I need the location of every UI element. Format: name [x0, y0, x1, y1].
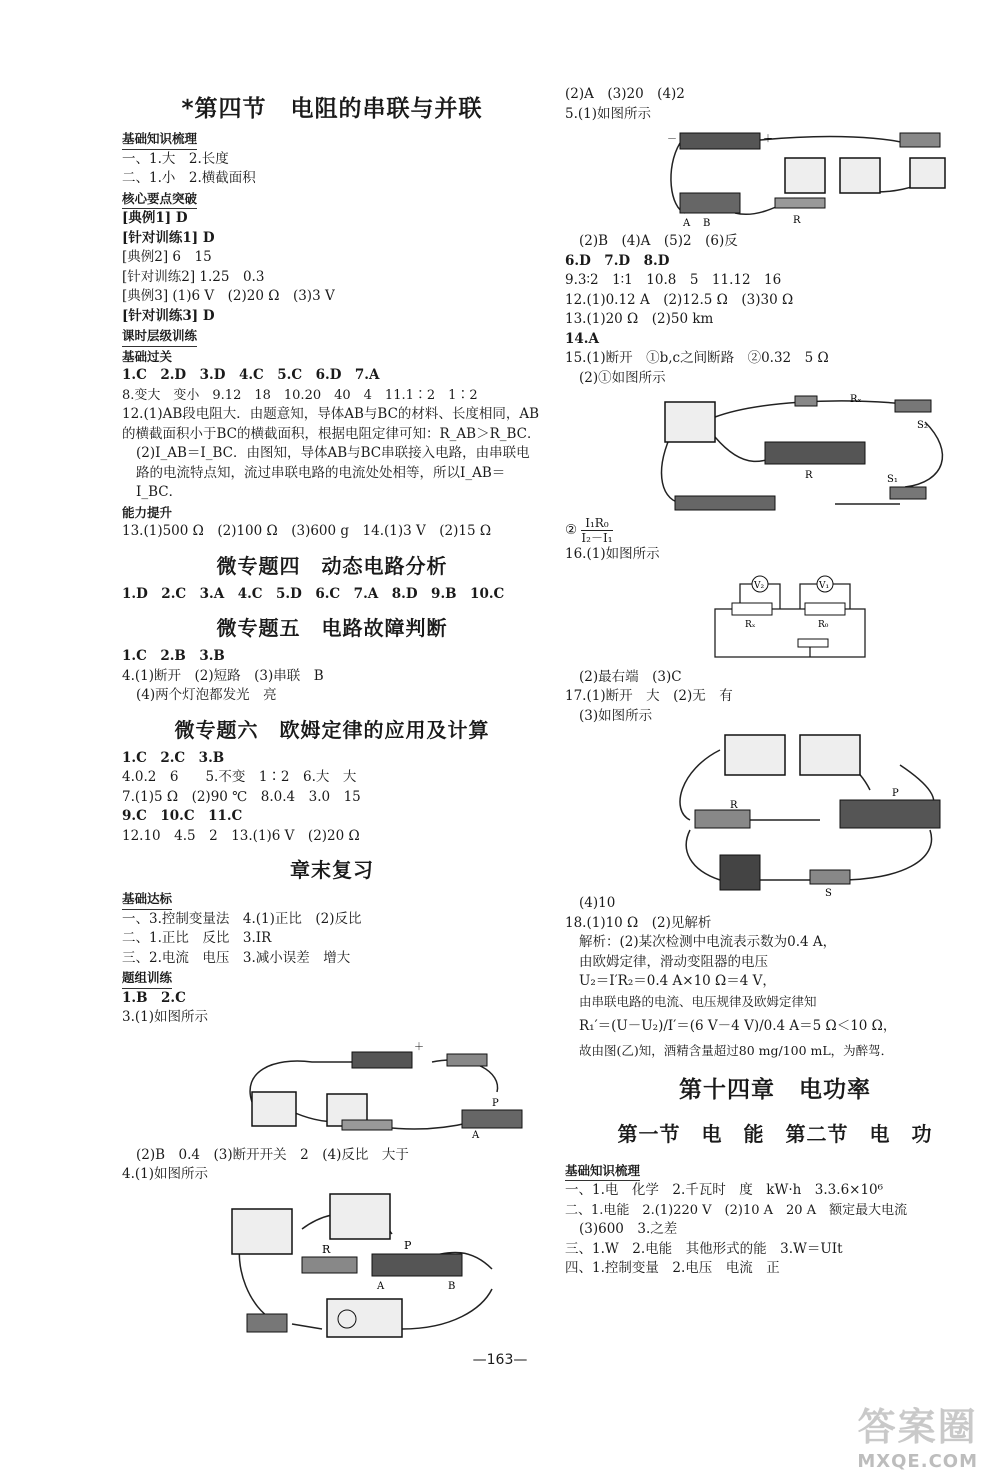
answer-line: 16.(1)如图所示 — [565, 546, 660, 562]
fig-label-r: R — [805, 470, 813, 481]
label-group-training: 题组训练 — [122, 968, 172, 989]
answer-line: 二、1.电能 2.(1)220 V (2)10 A 20 A 额定最大电流 — [565, 1202, 908, 1218]
analysis-line: U₂＝I′R₂＝0.4 A×10 Ω＝4 V， — [579, 973, 776, 989]
circuit-figure-5 — [665, 128, 965, 228]
analysis-line: 由欧姆定律，滑动变阻器的电压 — [579, 953, 768, 970]
answer-line: 6.D 7.D 8.D — [565, 252, 670, 269]
section-title-w4: 微专题四 动态电路分析 — [216, 553, 448, 578]
section-title-w6: 微专题六 欧姆定律的应用及计算 — [174, 717, 490, 742]
fig-label-p: P — [492, 1097, 499, 1109]
label-basic-knowledge: 基础知识梳理 — [122, 129, 197, 150]
fig-label-v2: V₂ — [754, 580, 765, 591]
fig-label-minus: － — [667, 134, 677, 145]
circuit-figure-3 — [232, 1032, 532, 1142]
circuit-figure-17 — [660, 730, 960, 899]
answer-line: (2)A (3)20 (4)2 — [565, 86, 685, 102]
label-lesson-training: 课时层级训练 — [122, 326, 197, 347]
fig-label-p: P — [892, 788, 899, 799]
fraction — [581, 516, 612, 545]
section-title-review: 章末复习 — [290, 858, 374, 882]
label-basic-knowledge: 基础知识梳理 — [565, 1161, 640, 1182]
answer-line: 三、2.电流 电压 3.减小误差 增大 — [122, 949, 351, 966]
answer-line: 一、3.控制变量法 4.(1)正比 (2)反比 — [122, 910, 362, 927]
analysis-line: 由串联电路的电流、电压规律及欧姆定律知 — [579, 993, 817, 1009]
fig-label-r: R — [730, 800, 738, 811]
answer-line: 15.(1)断开 ①b,c之间断路 ②0.32 5 Ω — [565, 350, 829, 366]
answer-line: [针对训练2] 1.25 0.3 — [122, 268, 265, 285]
answer-line: 1.C 2.C 3.B — [122, 749, 225, 766]
answer-line: 13.(1)20 Ω (2)50 km — [565, 311, 714, 327]
section-title-energy: 第一节 电 能 第二节 电 功 — [617, 1121, 933, 1146]
fig-label-a: A — [683, 218, 691, 229]
fig-label-r: R — [793, 215, 801, 226]
answer-line: [典例3] (1)6 V (2)20 Ω (3)3 V — [122, 288, 335, 304]
section-title-w5: 微专题五 电路故障判断 — [216, 616, 448, 640]
answer-line: 14.A — [565, 330, 599, 347]
fraction-numerator: I₁R₀ — [581, 516, 612, 531]
answer-q12b: (2)I_AB＝I_BC．由图知，导体AB与BC串联接入电路，由串联电路的电流特点知，流过串联电路的电流处处相等，所以I_AB＝I_BC． — [136, 445, 530, 500]
answer-line: (2)①如图所示 — [579, 369, 666, 386]
analysis-line: R₁′＝(U－U₂)/I′＝(6 V－4 V)/0.4 A＝5 Ω＜10 Ω， — [579, 1018, 897, 1034]
watermark-main: 答案圈 — [857, 1405, 978, 1449]
fraction-denominator: I₂－I₁ — [581, 531, 613, 545]
answer-line: 3.(1)如图所示 — [122, 1009, 209, 1025]
fraction-prefix: ② — [565, 522, 578, 538]
fig-label-rx: Rₓ — [745, 619, 756, 630]
fig-label-r: R — [322, 1242, 331, 1256]
answer-line: (4)两个灯泡都发光 亮 — [136, 687, 277, 703]
watermark-sub: MXQE.COM — [857, 1451, 978, 1472]
answer-line: 四、1.控制变量 2.电压 电流 正 — [565, 1260, 780, 1276]
fig-label-s: S — [825, 888, 832, 899]
answer-line: 9.C 10.C 11.C — [122, 808, 243, 824]
fig-label-plus: ＋ — [414, 1041, 424, 1053]
answer-line: [典例2] 6 15 — [122, 249, 212, 265]
fig-label-rx: Rₓ — [850, 394, 862, 405]
watermark — [857, 1396, 978, 1472]
answer-line: 1.D 2.C 3.A 4.C 5.D 6.C 7.A 8.D 9.B 10.C — [122, 585, 505, 602]
fig-label-a: A — [472, 1129, 480, 1141]
answer-line: 5.(1)如图所示 — [565, 105, 652, 122]
fig-label-s2: S₂ — [917, 420, 928, 431]
answer-line: 7.(1)5 Ω (2)90 ℃ 8.0.4 3.0 15 — [122, 788, 361, 805]
answer-fraction-line — [565, 516, 985, 545]
fig-label-b: B — [703, 218, 711, 229]
answer-line: 一、1.电 化学 2.千瓦时 度 kW·h 3.3.6×10⁶ — [565, 1182, 884, 1198]
answer-line: 1.C 2.D 3.D 4.C 5.C 6.D 7.A — [122, 367, 380, 383]
answer-q12a: 12.(1)AB段电阻大．由题意知，导体AB与BC的材料、长度相同，AB的横截面积小于BC的横截面积，根据电阻定律可知：R_AB＞R_BC． — [122, 406, 541, 442]
analysis-line: 解析：(2)某次检测中电流表示数为0.4 A， — [579, 934, 837, 950]
answer-line: 12.10 4.5 2 13.(1)6 V (2)20 Ω — [122, 827, 360, 844]
fig-label-r0: R₀ — [818, 619, 829, 630]
right-column — [565, 85, 985, 1279]
answer-line: (3)如图所示 — [579, 707, 653, 724]
fig-label-v1: V₁ — [819, 580, 830, 591]
fig-label-plus: ＋ — [763, 134, 773, 145]
answer-line: 二、1.正比 反比 3.IR — [122, 930, 272, 946]
answer-line: 1.B 2.C — [122, 989, 186, 1006]
answer-line: (3)600 3.之差 — [579, 1221, 678, 1237]
chapter-title-14: 第十四章 电功率 — [679, 1076, 871, 1103]
fig-label-a: A — [377, 1280, 385, 1292]
answer-line: (2)B 0.4 (3)断开开关 2 (4)反比 大于 — [136, 1146, 409, 1163]
answer-line: [针对训练3] D — [122, 307, 215, 324]
answer-line: 4.(1)断开 (2)短路 (3)串联 B — [122, 667, 324, 684]
analysis-line: 故由图(乙)知，酒精含量超过80 mg/100 mL，为醉驾． — [579, 1043, 894, 1058]
circuit-figure-4 — [212, 1189, 512, 1339]
section-title-4: *第四节 电阻的串联与并联 — [181, 96, 483, 122]
answer-line: 4.(1)如图所示 — [122, 1166, 209, 1182]
answer-line: 1.C 2.B 3.B — [122, 648, 225, 664]
fig-label-s1: S₁ — [887, 474, 898, 485]
answer-line: 8.变大 变小 9.12 18 10.20 40 4 11.1∶2 1∶2 — [122, 387, 478, 403]
label-core-points: 核心要点突破 — [122, 189, 197, 210]
answer-line: (2)B (4)A (5)2 (6)反 — [579, 233, 738, 249]
answer-line: (4)10 — [579, 895, 616, 911]
answer-line: 9.3∶2 1∶1 10.8 5 11.12 16 — [565, 272, 782, 288]
answer-line: [针对训练1] D — [122, 229, 215, 246]
label-basic-pass: 基础过关 — [122, 348, 173, 364]
answer-line: (2)最右端 (3)C — [579, 668, 682, 685]
fig-label-b: B — [448, 1280, 456, 1292]
circuit-figure-16 — [710, 569, 910, 664]
answer-line: 18.(1)10 Ω (2)见解析 — [565, 914, 712, 931]
answer-line: [典例1] D — [122, 210, 188, 226]
answer-line: 三、1.W 2.电能 其他形式的能 3.W＝UIt — [565, 1240, 843, 1257]
answer-line: 12.(1)0.12 A (2)12.5 Ω (3)30 Ω — [565, 291, 794, 308]
left-column — [122, 82, 542, 1343]
page-number: —163— — [472, 1352, 528, 1368]
fig-label-p: P — [404, 1238, 412, 1252]
answer-line: 13.(1)500 Ω (2)100 Ω (3)600 g 14.(1)3 V (2)15 Ω — [122, 523, 492, 539]
answer-line: 4.0.2 6 5.不变 1∶2 6.大 大 — [122, 769, 357, 785]
answer-line: 一、1.大 2.长度 — [122, 150, 229, 167]
label-basic-standard: 基础达标 — [122, 889, 172, 910]
label-ability: 能力提升 — [122, 504, 173, 520]
answer-line: 二、1.小 2.横截面积 — [122, 170, 256, 186]
circuit-figure-15 — [655, 392, 955, 512]
answer-line: 17.(1)断开 大 (2)无 有 — [565, 688, 733, 704]
